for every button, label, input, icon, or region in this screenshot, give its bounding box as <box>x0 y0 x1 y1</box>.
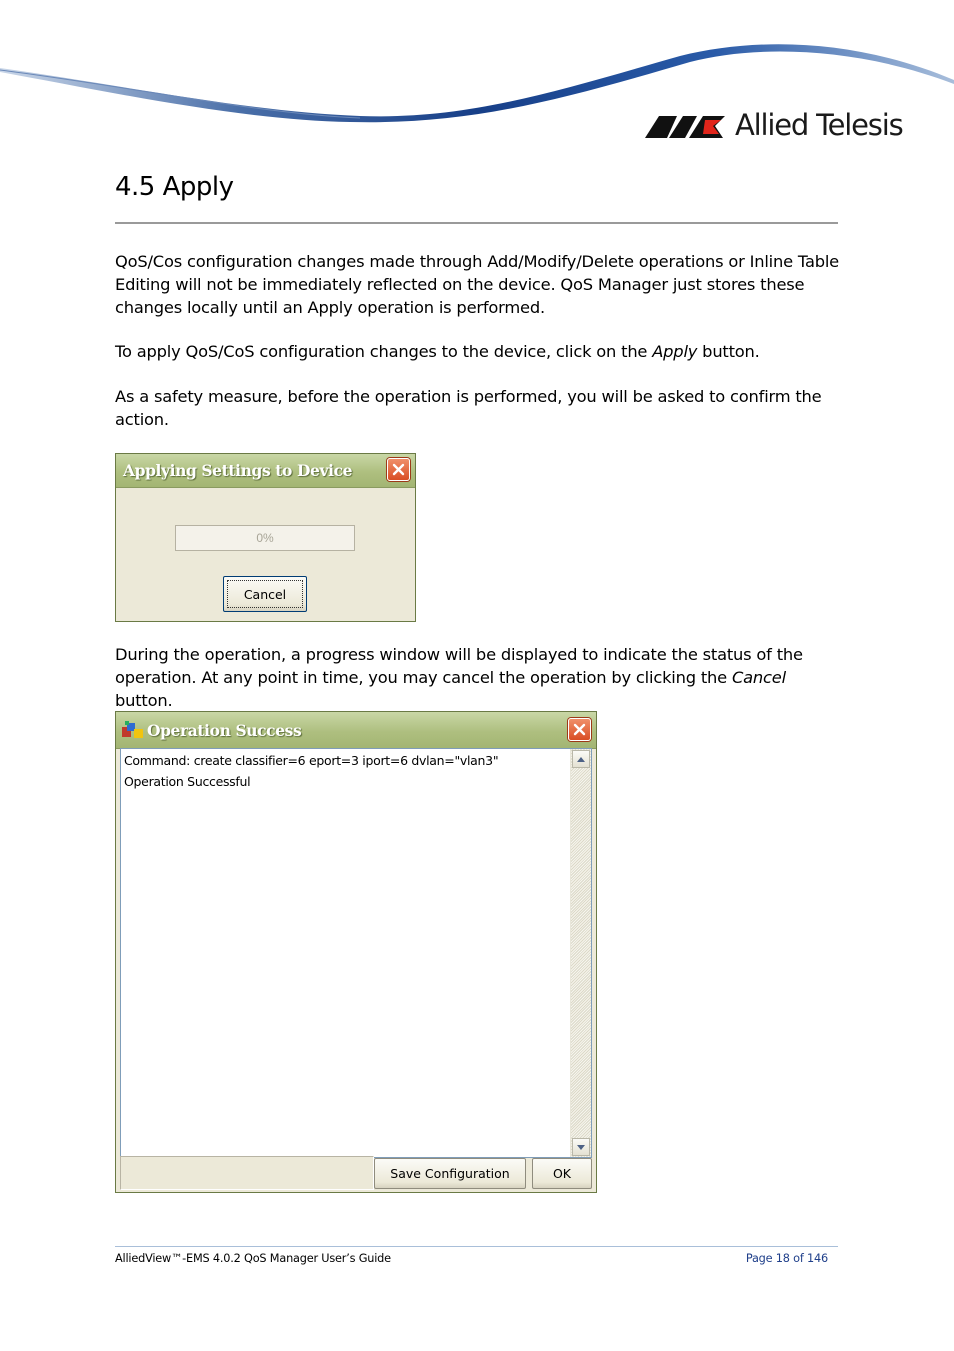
footer-divider <box>115 1246 838 1247</box>
output-line-status: Operation Successful <box>124 774 251 789</box>
scroll-up-button[interactable] <box>572 750 590 768</box>
ok-button[interactable] <box>532 1158 592 1189</box>
arrow-up-icon <box>577 757 585 762</box>
brand-name: Allied Telesis <box>735 108 903 142</box>
cancel-button[interactable] <box>223 576 307 612</box>
allied-telesis-logo <box>645 108 902 142</box>
cancel-emphasis: Cancel <box>731 668 786 687</box>
text-run: button. <box>115 691 173 710</box>
progress-dialog-title: Applying Settings to Device <box>123 461 353 480</box>
vertical-scrollbar[interactable] <box>570 749 591 1157</box>
output-text-area[interactable] <box>120 748 592 1158</box>
close-button[interactable] <box>387 458 410 481</box>
close-icon <box>392 463 405 476</box>
progress-dialog <box>115 453 416 622</box>
progress-dialog-titlebar[interactable] <box>116 454 415 488</box>
progress-text: 0% <box>256 531 274 545</box>
arrow-down-icon <box>577 1145 585 1150</box>
section-title: 4.5 Apply <box>115 172 234 202</box>
paragraph-apply-instruction <box>115 340 845 363</box>
text-run: To apply QoS/CoS configuration changes to the device, click on the <box>115 342 653 361</box>
progress-bar <box>175 525 355 551</box>
footer-document-title: AlliedView™-EMS 4.0.2 QoS Manager User’s Guide <box>115 1252 391 1265</box>
success-dialog-title: Operation Success <box>147 721 302 740</box>
scroll-down-button[interactable] <box>572 1138 590 1156</box>
paragraph-safety: As a safety measure, before the operation is performed, you will be asked to confirm the action. <box>115 387 822 429</box>
ok-button-label: OK <box>552 1166 572 1181</box>
save-configuration-label: Save Configuration <box>390 1166 510 1181</box>
save-configuration-button[interactable] <box>374 1158 526 1189</box>
footer-page-number: Page 18 of 146 <box>745 1252 828 1265</box>
operation-success-dialog <box>115 711 597 1193</box>
paragraph-intro: QoS/Cos configuration changes made through Add/Modify/Delete operations or Inline Table Editing will not be immediately reflected on the device. QoS Manager just stores these changes locally until an Apply operation is performed. <box>115 252 839 317</box>
java-app-icon <box>122 721 144 739</box>
text-run: During the operation, a progress window will be displayed to indicate the status of the operation. At any point in time, you may cancel the operation by clicking the <box>115 645 803 687</box>
status-area <box>120 1156 374 1190</box>
text-run: button. <box>697 342 760 361</box>
success-dialog-titlebar[interactable] <box>116 712 596 749</box>
cancel-button-label: Cancel <box>243 586 287 602</box>
output-line-command: Command: create classifier=6 eport=3 iport=6 dvlan="vlan3" <box>124 753 499 768</box>
apply-emphasis: Apply <box>652 342 698 361</box>
title-divider <box>115 222 838 224</box>
paragraph-progress-info <box>115 643 845 712</box>
allied-telesis-emblem-icon <box>645 112 729 138</box>
close-button[interactable] <box>568 718 591 741</box>
close-icon <box>573 723 586 736</box>
